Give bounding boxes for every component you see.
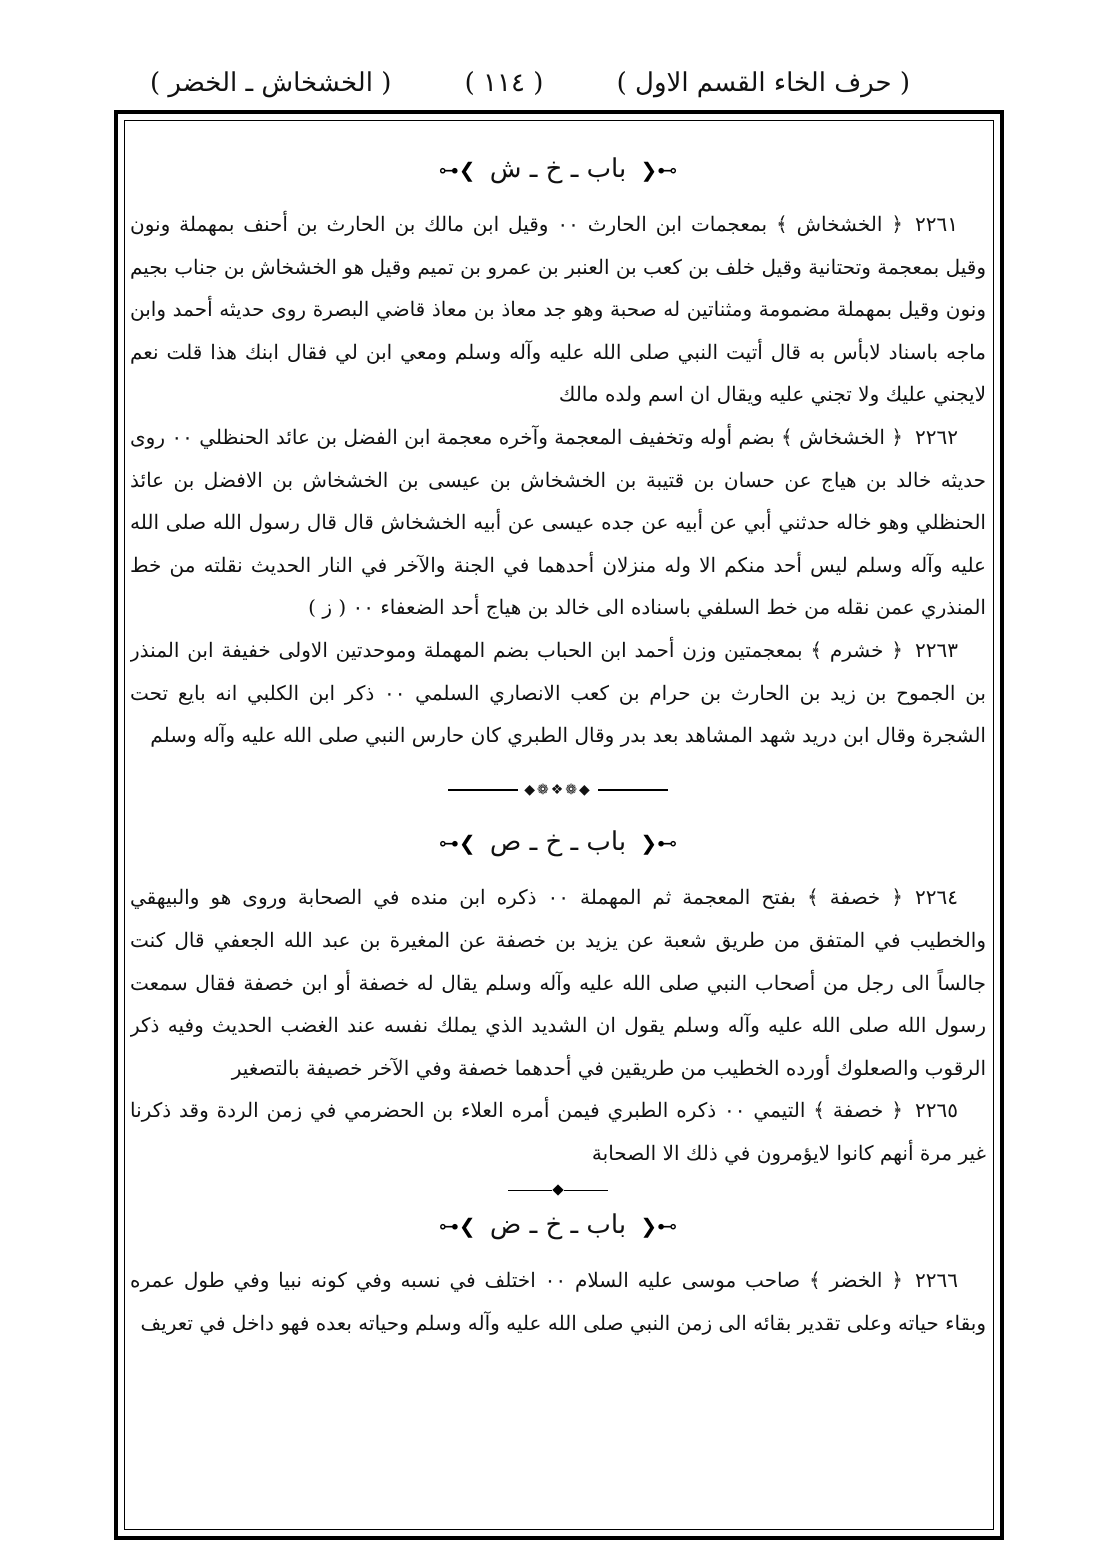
page-content [130, 154, 986, 1526]
running-head [150, 58, 910, 108]
section-separator [130, 1186, 986, 1194]
separator-diamond-icon [552, 1185, 563, 1196]
entry [130, 1259, 986, 1344]
section-heading-text: باب ـ خ ـ ص [489, 827, 627, 858]
entry-number: ٢٢٦٥ [915, 1098, 958, 1123]
separator-line [448, 789, 518, 791]
section-heading [130, 154, 986, 185]
entry-text: ﴿ الخشخاش ﴾ بضم أوله وتخفيف المعجمة وآخره معجمة ابن الفضل بن عائد الحنظلي ٠٠ روى حديثه خالد بن هياج عن حسان بن قتيبة بن الخشخاش بن عيسى بن الخشخاش بن الافضل بن عائذ الحنظلي وهو خاله حدثني أبي عن أبيه عن جده عيسى عن أبيه الخشخاش قال قال رسول الله صلى الله عليه وآله وسلم ليس أحد منكم الا وله منزلان أحدهما في الجنة والآخر في النار الحديث نقلته من خط المنذري عمن نقله من خط السلفي باسناده الى خالد بن هياج أحد الضعفاء ٠٠ ( ز ) [130, 424, 986, 620]
entry [130, 629, 986, 757]
ornament-icon: ⊶❮ [640, 1214, 678, 1239]
entry [130, 876, 986, 1089]
ornament-icon: ❯⊷ [438, 158, 476, 182]
section-separator [130, 769, 986, 812]
entry-number: ٢٢٦٤ [915, 885, 958, 910]
entry [130, 1089, 986, 1174]
entry [130, 203, 986, 416]
separator-ornament-icon: ◆❁❖❁◆ [524, 781, 592, 798]
ornament-icon: ⊶❮ [640, 158, 678, 182]
section-heading [130, 827, 986, 858]
entry-text: ﴿ الخضر ﴾ صاحب موسى عليه السلام ٠٠ اختلف في نسبه وفي كونه نبيا وفي طول عمره وبقاء حياته وعلى تقدير بقائه الى زمن النبي صلى الله عليه وآله وسلم وحياته بعده فهو داخل في تعريف [130, 1268, 986, 1336]
entry-number: ٢٢٦٢ [915, 424, 958, 449]
ornament-icon: ❯⊷ [438, 831, 476, 856]
separator-line [598, 789, 668, 791]
header-entries-range: ( الخشخاش ـ الخضر ) [150, 68, 392, 98]
ornament-icon: ⊶❮ [640, 831, 678, 856]
section-heading-text: باب ـ خ ـ ش [489, 154, 627, 184]
entry-text: ﴿ خصفة ﴾ بفتح المعجمة ثم المهملة ٠٠ ذكره ابن منده في الصحابة وروى هو والبيهقي والخطيب في المتفق من طريق شعبة عن يزيد بن خصفة عن المغيرة بن عبد الله الجعفي قال كنت جالساً الى رجل من أصحاب النبي صلى الله عليه وآله وسلم يقال له خصفة أو ابن خصفة فقال سمعت رسول الله صلى الله عليه وآله وسلم يقول ان الشديد الذي يملك نفسه عند الغضب الحديث وفيه ذكر الرقوب والصعلوك أورده الخطيب من طريقين في أحدهما خصفة وفي الآخر خصيفة بالتصغير [130, 885, 986, 1080]
page-number: ( ١١٤ ) [464, 68, 544, 98]
header-chapter: ( حرف الخاء القسم الاول ) [616, 68, 910, 98]
entry-text: ﴿ خصفة ﴾ التيمي ٠٠ ذكره الطبري فيمن أمره العلاء بن الحضرمي في زمن الردة وقد ذكرنا غير مرة أنهم كانوا لايؤمرون في ذلك الا الصحابة [130, 1098, 986, 1165]
ornament-icon: ❯⊷ [438, 1214, 476, 1239]
entry-number: ٢٢٦١ [915, 212, 958, 236]
separator-line [508, 1190, 552, 1192]
page-frame [114, 110, 1004, 1540]
section-heading [130, 1210, 986, 1241]
entry-text: ﴿ الخشخاش ﴾ بمعجمات ابن الحارث ٠٠ وقيل ابن مالك بن الحارث بن أحنف بمهملة ونون وقيل بمعجمة وتحتانية وقيل خلف بن كعب بن العنبر بن عمرو بن تميم وقيل هو الخشخاش بن جناب بجيم ونون وقيل بمهملة مضمومة ومثناتين له صحبة وهو جد معاذ بن معاذ قاضي البصرة روى حديثه أحمد وابن ماجه باسناد لابأس به قال أتيت النبي صلى الله عليه وآله وسلم ومعي ابن لي فقال ابنك هذا قلت نعم لايجني عليك ولا تجني عليه ويقال ان اسم ولده مالك [130, 212, 986, 407]
entry [130, 416, 986, 629]
entry-number: ٢٢٦٣ [915, 637, 958, 662]
separator-line [564, 1190, 608, 1192]
section-heading-text: باب ـ خ ـ ض [489, 1210, 627, 1241]
entry-text: ﴿ خشرم ﴾ بمعجمتين وزن أحمد ابن الحباب بضم المهملة وموحدتين الاولى خفيفة ابن المنذر بن الجموح بن زيد بن الحارث بن حرام بن كعب الانصاري السلمي ٠٠ ذكر ابن الكلبي انه بايع تحت الشجرة وقال ابن دريد شهد المشاهد بعد بدر وقال الطبري كان حارس النبي صلى الله عليه وآله وسلم [130, 637, 986, 748]
entry-number: ٢٢٦٦ [915, 1268, 958, 1293]
